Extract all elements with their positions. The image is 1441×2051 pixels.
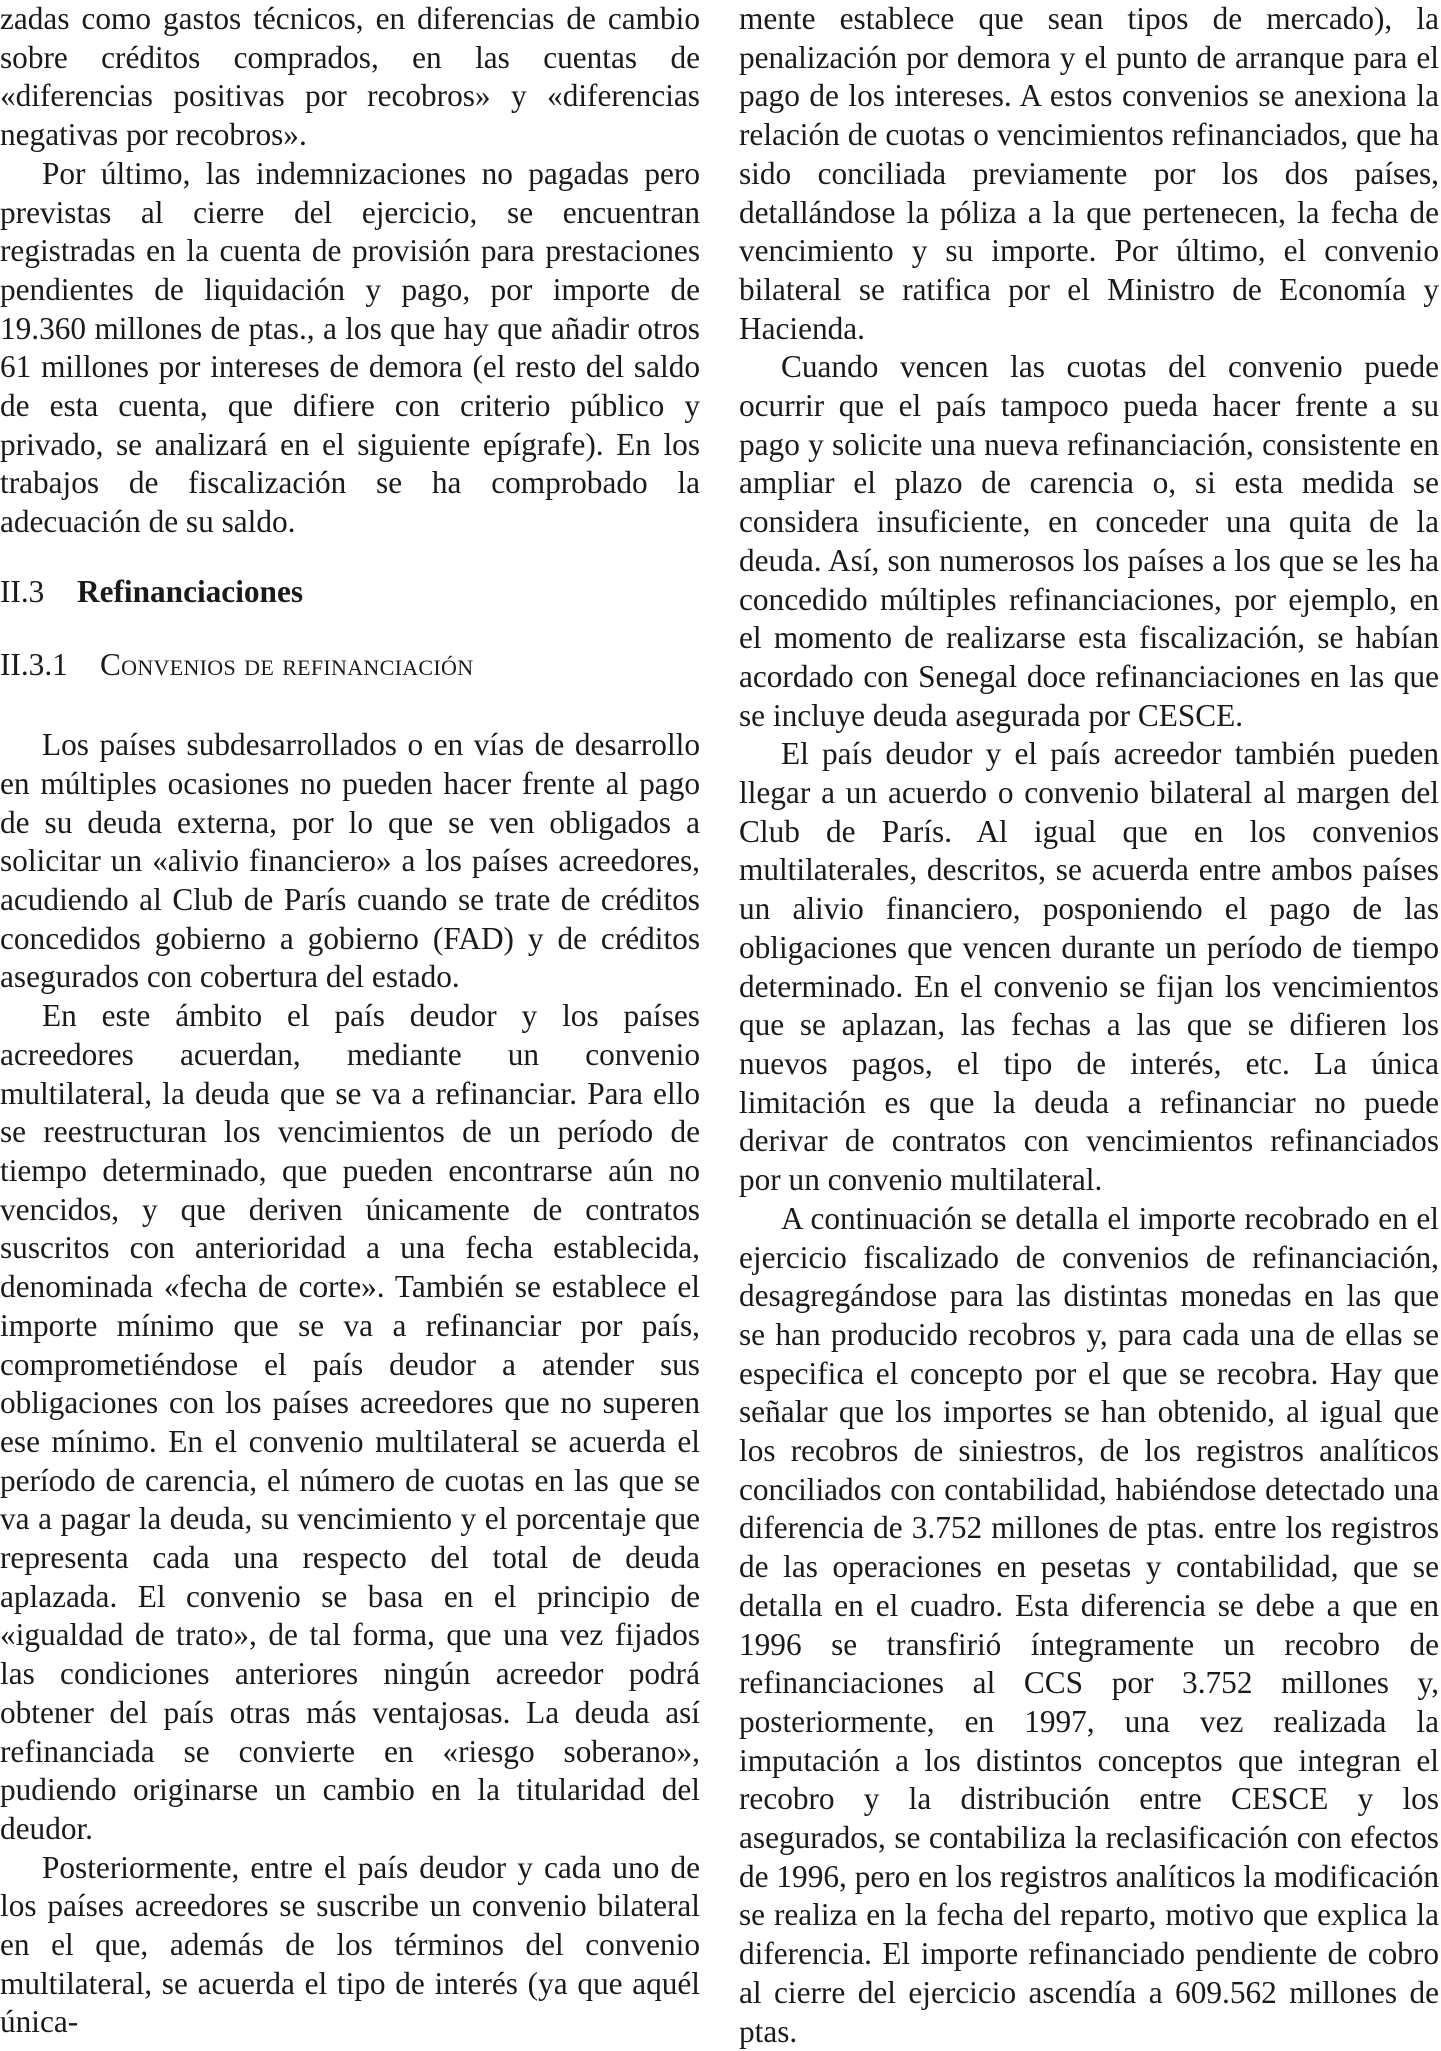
section-number: II.3 <box>0 573 45 609</box>
paragraph-cuotas: Cuando vencen las cuotas del convenio puede ocurrir que el país tampoco pueda hacer frente a su pago y solicite una nueva refinanciación, consistente en ampliar el plazo de carencia o, si esta medida se considera insuficiente, en conceder una quita de la deuda. Así, son numerosos los países a los que se les ha concedido múltiples refinanciaciones, por ejemplo, en el momento de realizarse esta fiscalización, se habían acordado con Senegal doce refinanciaciones en las que se incluye deuda asegurada por CESCE. <box>739 349 1439 733</box>
paragraph-indemnizaciones: Por último, las indemnizaciones no pagadas pero previstas al cierre del ejercicio, se encuentran registradas en la cuenta de provisión para prestaciones pendientes de liquidación y pago, por importe de 19.360 millones de ptas., a los que hay que añadir otros 61 millones por intereses de demora (el resto del saldo de esta cuenta, que difiere con criterio público y privado, se analizará en el siguiente epígrafe). En los trabajos de fiscalización se ha comprobado la adecuación de su saldo. <box>0 155 700 540</box>
paragraph-continuation: zadas como gastos técnicos, en diferencias de cambio sobre créditos comprados, en las cuentas de «diferencias positivas por recobros» y «diferencias negativas por recobros». <box>0 1 700 153</box>
paragraph-ambito: En este ámbito el país deudor y los países acreedores acuerdan, mediante un convenio multilateral, la deuda que se va a refinanciar. Para ello se reestructuran los vencimientos de un período de tiempo determinado, que pueden encontrarse aún no vencidos, y que deriven únicamente de contratos suscritos con anterioridad a una fecha establecida, denominada «fecha de corte». También se establece el importe mínimo que se va a refinanciar por país, comprometiéndose el país deudor a atender sus obligaciones con los países acreedores que no superen ese mínimo. En el convenio multilateral se acuerda el período de carencia, el número de cuotas en las que se va a pagar la deuda, su vencimiento y el porcentaje que representa cada una respecto del total de deuda aplazada. El convenio se basa en el principio de «igualdad de trato», de tal forma, que una vez fijados las condiciones anteriores ningún acreedor podrá obtener del país otras más ventajosas. La deuda así refinanciada se convierte en «riesgo soberano», pudiendo originarse un cambio en la titularidad del deudor. <box>0 998 700 1846</box>
left-column <box>0 0 700 2042</box>
paragraph-bilateral: El país deudor y el país acreedor también pueden llegar a un acuerdo o convenio bilateral al margen del Club de París. Al igual que en los convenios multilaterales, descritos, se acuerda entre ambos países un alivio financiero, posponiendo el pago de las obligaciones que vencen durante un período de tiempo determinado. En el convenio se fijan los vencimientos que se aplazan, las fechas a las que se difieren los nuevos pagos, el tipo de interés, etc. La única limitación es que la deuda a refinanciar no puede derivar de contratos con vencimientos refinanciados por un convenio multilateral. <box>739 736 1439 1198</box>
paragraph-paises: Los países subdesarrollados o en vías de desarrollo en múltiples ocasiones no pueden hacer frente al pago de su deuda externa, por lo que se ven obligados a solicitar un «alivio financiero» a los países acreedores, acudiendo al Club de París cuando se trate de créditos concedidos gobierno a gobierno (FAD) y de créditos asegurados con cobertura del estado. <box>0 727 700 995</box>
section-heading <box>0 573 700 612</box>
section-title: Refinanciaciones <box>77 573 304 609</box>
paragraph-continuation-right: mente establece que sean tipos de mercado), la penalización por demora y el punto de arranque para el pago de los intereses. A estos convenios se anexiona la relación de cuotas o vencimientos refinanciados, que ha sido conciliada previamente por los dos países, detallándose la póliza a la que pertenecen, la fecha de vencimiento y su importe. Por último, el convenio bilateral se ratifica por el Ministro de Economía y Hacienda. <box>739 1 1439 346</box>
subsection-title: Convenios de refinanciación <box>100 646 474 682</box>
paragraph-importe: A continuación se detalla el importe recobrado en el ejercicio fiscalizado de convenios de refinanciación, desagregándose para las distintas monedas en las que se han producido recobros y, para cada una de ellas se especifica el concepto por el que se recobra. Hay que señalar que los importes se han obtenido, al igual que los recobros de siniestros, de los registros analíticos conciliados con contabilidad, habiéndose detectado una diferencia de 3.752 millones de ptas. entre los registros de las operaciones en pesetas y contabilidad, que se detalla en el cuadro. Esta diferencia se debe a que en 1996 se transfirió íntegramente un recobro de refinanciaciones al CCS por 3.752 millones y, posteriormente, en 1997, una vez realizada la imputación a los distintos conceptos que integran el recobro y la distribución entre CESCE y los asegurados, se contabiliza la reclasificación con efectos de 1996, pero en los registros analíticos la modificación se realiza en la fecha del reparto, motivo que explica la diferencia. El importe refinanciado pendiente de cobro al cierre del ejercicio ascendía a 609.562 millones de ptas. <box>739 1200 1439 2049</box>
right-column <box>739 0 1439 2051</box>
subsection-heading <box>0 646 700 685</box>
paragraph-posteriormente: Posteriormente, entre el país deudor y cada uno de los países acreedores se suscribe un convenio bilateral en el que, además de los términos del convenio multilateral, se acuerda el tipo de interés (ya que aquél única- <box>0 1849 700 2040</box>
subsection-number: II.3.1 <box>0 646 68 682</box>
